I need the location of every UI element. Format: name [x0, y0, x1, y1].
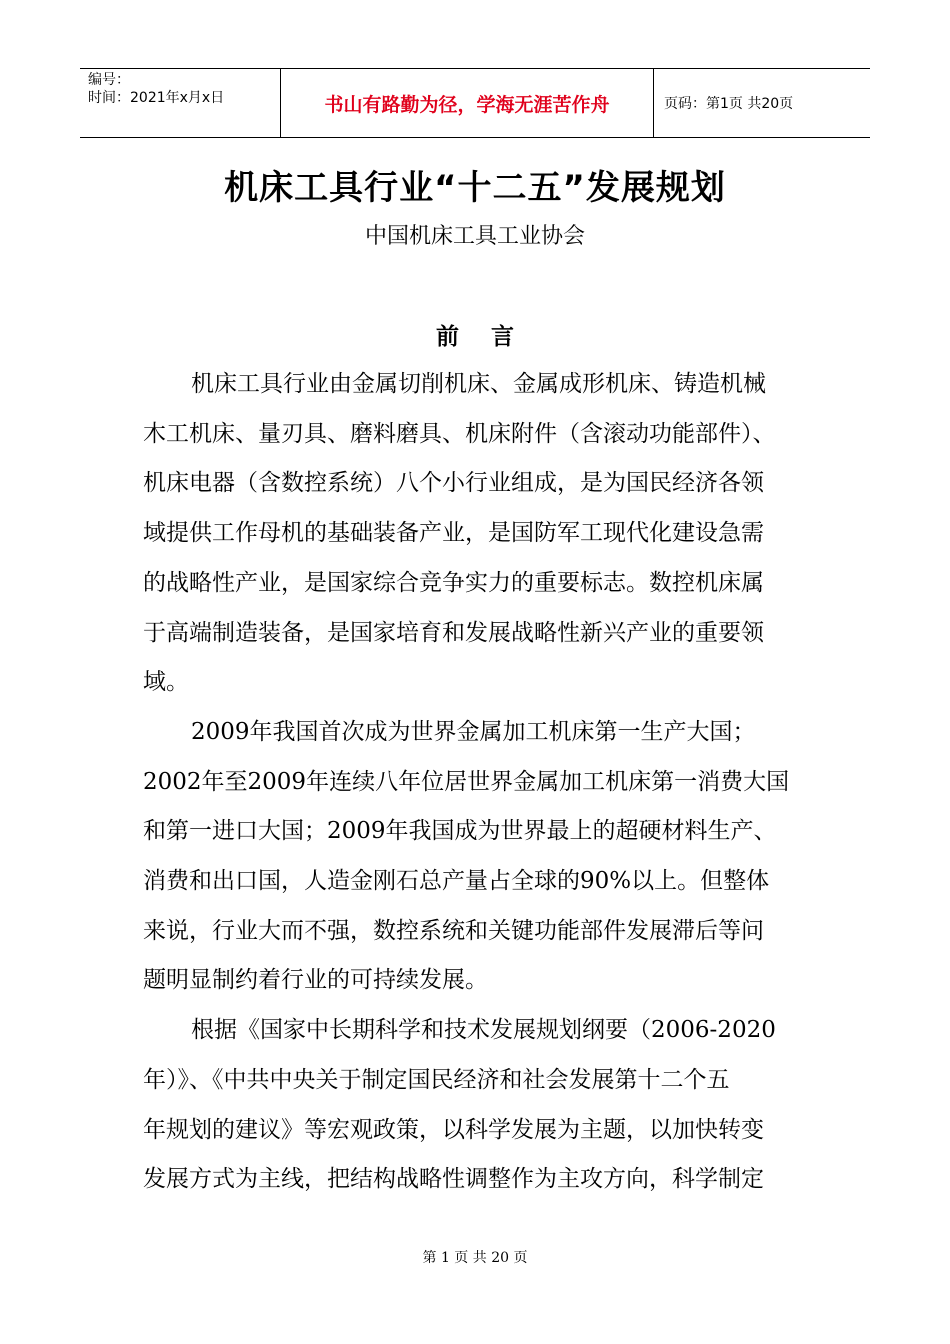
text-line: 题明显制约着行业的可持续发展。: [143, 967, 488, 994]
document-title: 机床工具行业“十二五”发展规划: [224, 168, 726, 208]
text-line: 的战略性产业，是国家综合竞争实力的重要标志。数控机床属: [143, 569, 764, 596]
page-header: [80, 68, 870, 138]
text-line: 于高端制造装备，是国家培育和发展战略性新兴产业的重要领: [143, 619, 764, 646]
text-line: 和第一进口大国；2009年我国成为世界最上的超硬材料生产、: [143, 818, 777, 845]
text-line: 年）》、《中共中央关于制定国民经济和社会发展第十二个五: [143, 1066, 730, 1093]
text-line: 2009年我国首次成为世界金属加工机床第一生产大国；: [191, 718, 756, 745]
text-line: 消费和出口国，人造金刚石总产量占全球的90%以上。但整体: [143, 868, 770, 895]
header-motto: 书山有路勤为径，学海无涯苦作舟: [281, 69, 654, 137]
text-line: 木工机床、量刃具、磨料磨具、机床附件（含滚动功能部件）、: [143, 420, 776, 447]
section-title: 前言: [436, 323, 546, 350]
text-line: 机床工具行业由金属切削机床、金属成形机床、铸造机械: [191, 371, 766, 397]
document-subtitle: 中国机床工具工业协会: [364, 224, 585, 249]
text-line: 机床电器（含数控系统）八个小行业组成，是为国民经济各领: [143, 470, 764, 497]
paragraph: [143, 360, 811, 708]
text-line: 2002年至2009年连续八年位居世界金属加工机床第一消费大国: [143, 768, 790, 795]
paragraph: [143, 708, 811, 1006]
text-line: 来说，行业大而不强，数控系统和关键功能部件发展滞后等问: [143, 917, 764, 944]
number-label: 编号：: [88, 72, 130, 88]
text-line: 域。: [143, 669, 189, 696]
paragraph: [143, 1006, 811, 1205]
text-line: 年规划的建议》等宏观政策，以科学发展为主题，以加快转变: [143, 1116, 764, 1143]
text-line: 域提供工作母机的基础装备产业，是国防军工现代化建设急需: [143, 520, 764, 547]
document-body: [143, 360, 811, 1205]
text-line: 发展方式为主线，把结构战略性调整作为主攻方向，科学制定: [143, 1166, 764, 1193]
text-line: 根据《国家中长期科学和技术发展规划纲要（2006-2020: [191, 1017, 776, 1044]
header-page-info: 页码：第1页 共20页: [664, 96, 794, 112]
header-meta: [80, 69, 281, 137]
page-footer: 第 1 页 共 20 页: [422, 1250, 528, 1266]
time-label: 时间：2021年x月x日: [88, 90, 225, 106]
